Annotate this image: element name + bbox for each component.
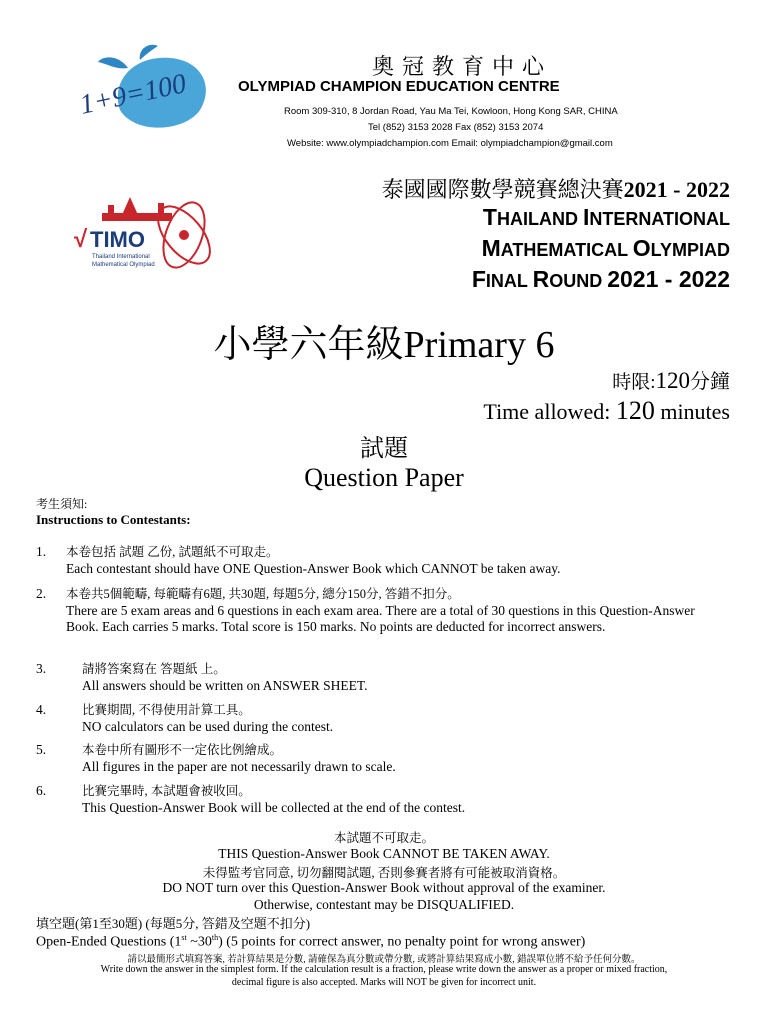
instruction-cn: 比賽期間, 不得使用計算工具。 (82, 703, 251, 717)
instruction-en: All figures in the paper are not necessarily drawn to scale. (82, 759, 396, 774)
warning-en-2: DO NOT turn over this Question-Answer Book without approval of the examiner. (162, 880, 606, 895)
final-round-year: 2021 - 2022 (607, 266, 730, 292)
sc-rest: LYMPIAD (650, 240, 730, 260)
section-en-prefix: Open-Ended Questions (1 (36, 934, 182, 950)
timo-logo-text: TIMO (90, 227, 145, 252)
timo-logo (72, 185, 212, 275)
instruction-number: 2. (36, 586, 47, 601)
instruction-en: This Question-Answer Book will be collected at the end of the contest. (82, 800, 466, 815)
time-cn-value: 120 (655, 368, 690, 393)
sc-rest: ATHEMATICAL (500, 240, 633, 260)
instruction-cn: 本卷包括 試題 乙份, 試題紙不可取走。 (66, 545, 279, 559)
sc-initial: T (482, 204, 497, 230)
instruction-number: 6. (36, 783, 47, 798)
ocec-logo (80, 40, 240, 140)
contest-title-en-line1 (483, 204, 730, 231)
contest-title-cn (382, 173, 730, 204)
warning-cn-2: 未得監考官同意, 切勿翻閱試題, 否則參賽者將有可能被取消資格。 (202, 866, 566, 880)
contest-title-en-line2 (482, 235, 730, 262)
instruction-cn: 比賽完畢時, 本試題會被收回。 (82, 784, 251, 798)
instructions-title-cn: 考生須知: (36, 497, 88, 511)
centre-address: Room 309-310, 8 Jordan Road, Yau Ma Tei, Kowloon, Hong Kong SAR, CHINA (284, 106, 618, 117)
instruction-cn: 本卷共5個範疇, 每範疇有6題, 共30題, 每題5分, 總分150分, 答錯不扣分。 (66, 587, 460, 601)
paper-title-cn: 試題 (360, 436, 408, 462)
logo-formula-text: 1+9=100 (80, 68, 189, 121)
sc-rest: INAL (485, 271, 533, 291)
time-cn-unit: 分鐘 (690, 371, 730, 393)
section-title-en (36, 933, 585, 951)
time-en-unit: minutes (654, 399, 730, 424)
contest-name-cn: 泰國國際數學競賽總決賽 (381, 177, 624, 202)
sc-rest: NTERNATIONAL (589, 209, 730, 229)
instruction-en: All answers should be written on ANSWER SHEET. (82, 678, 368, 693)
centre-telephone: Tel (852) 3153 2028 Fax (852) 3153 2074 (368, 122, 544, 133)
warning-en-1: THIS Question-Answer Book CANNOT BE TAKEN AWAY. (218, 846, 550, 861)
section-en-sup1: st (181, 933, 187, 942)
grade-title: 小學六年級Primary 6 (213, 324, 555, 366)
section-en-suffix: ) (5 points for correct answer, no penalty point for wrong answer) (218, 934, 586, 950)
contest-title-en-line3 (472, 266, 730, 293)
instruction-number: 5. (36, 742, 47, 757)
time-cn-label: 時限: (612, 372, 656, 393)
instruction-cn: 本卷中所有圖形不一定依比例繪成。 (82, 743, 283, 757)
sc-rest: HAILAND (496, 209, 583, 229)
centre-name-cn: 奧冠教育中心 (372, 54, 553, 79)
warning-cn-1: 本試題不可取走。 (333, 831, 434, 845)
timo-logo-sub1: Thailand International (92, 254, 150, 260)
instruction-number: 4. (36, 702, 47, 717)
instructions-title-en: Instructions to Contestants: (36, 512, 191, 527)
warning-en-3: Otherwise, contestant may be DISQUALIFIED. (253, 897, 515, 912)
contest-year: 2021 - 2022 (623, 177, 730, 202)
instruction-cn: 請將答案寫在 答題紙 上。 (82, 662, 226, 676)
sc-initial: R (532, 266, 550, 292)
sc-initial: F (471, 266, 486, 292)
timo-logo-sub2: Mathematical Olympiad (92, 262, 155, 268)
sc-initial: O (632, 235, 651, 261)
answer-format-en-1: Write down the answer in the simplest form. If the calculation result is a fraction, please write down the answer as a proper or mixed fraction, (100, 964, 668, 975)
section-en-sup2: th (211, 933, 219, 942)
instruction-number: 1. (36, 544, 47, 559)
svg-text:√: √ (74, 226, 88, 253)
time-allowed-cn (612, 365, 730, 394)
centre-name-en: OLYMPIAD CHAMPION EDUCATION CENTRE (238, 78, 560, 95)
answer-format-cn: 請以最簡形式填寫答案, 若計算結果是分數, 請確保為真分數或帶分數, 或將計算結果寫成小數, 錯誤單位將不給予任何分數。 (127, 955, 641, 965)
time-en-label: Time allowed: (483, 399, 616, 424)
instruction-en: Each contestant should have ONE Question-Answer Book which CANNOT be taken away. (66, 561, 561, 576)
sc-initial: I (582, 204, 590, 230)
answer-format-en-2: decimal figure is also accepted. Marks will NOT be given for incorrect unit. (231, 977, 537, 988)
section-en-mid: ~30 (186, 934, 212, 950)
time-en-value: 120 (615, 396, 655, 425)
sc-rest: OUND (549, 271, 608, 291)
centre-web-email: Website: www.olympiadchampion.com Email: olympiadchampion@gmail.com (287, 138, 613, 149)
instruction-number: 3. (36, 661, 47, 676)
section-title-cn: 填空題(第1至30題) (每題5分, 答錯及空題不扣分) (36, 916, 311, 931)
sc-initial: M (481, 235, 501, 261)
paper-title-en: Question Paper (304, 463, 464, 492)
instruction-en: NO calculators can be used during the contest. (82, 719, 334, 734)
time-allowed-en (483, 396, 730, 426)
instruction-en: There are 5 exam areas and 6 questions in each exam area. There are a total of 30 questions in this Question-Answer Book. Each carries 5 marks. Total score is 150 marks. No points are deducted for incorrect answers. (66, 603, 695, 634)
